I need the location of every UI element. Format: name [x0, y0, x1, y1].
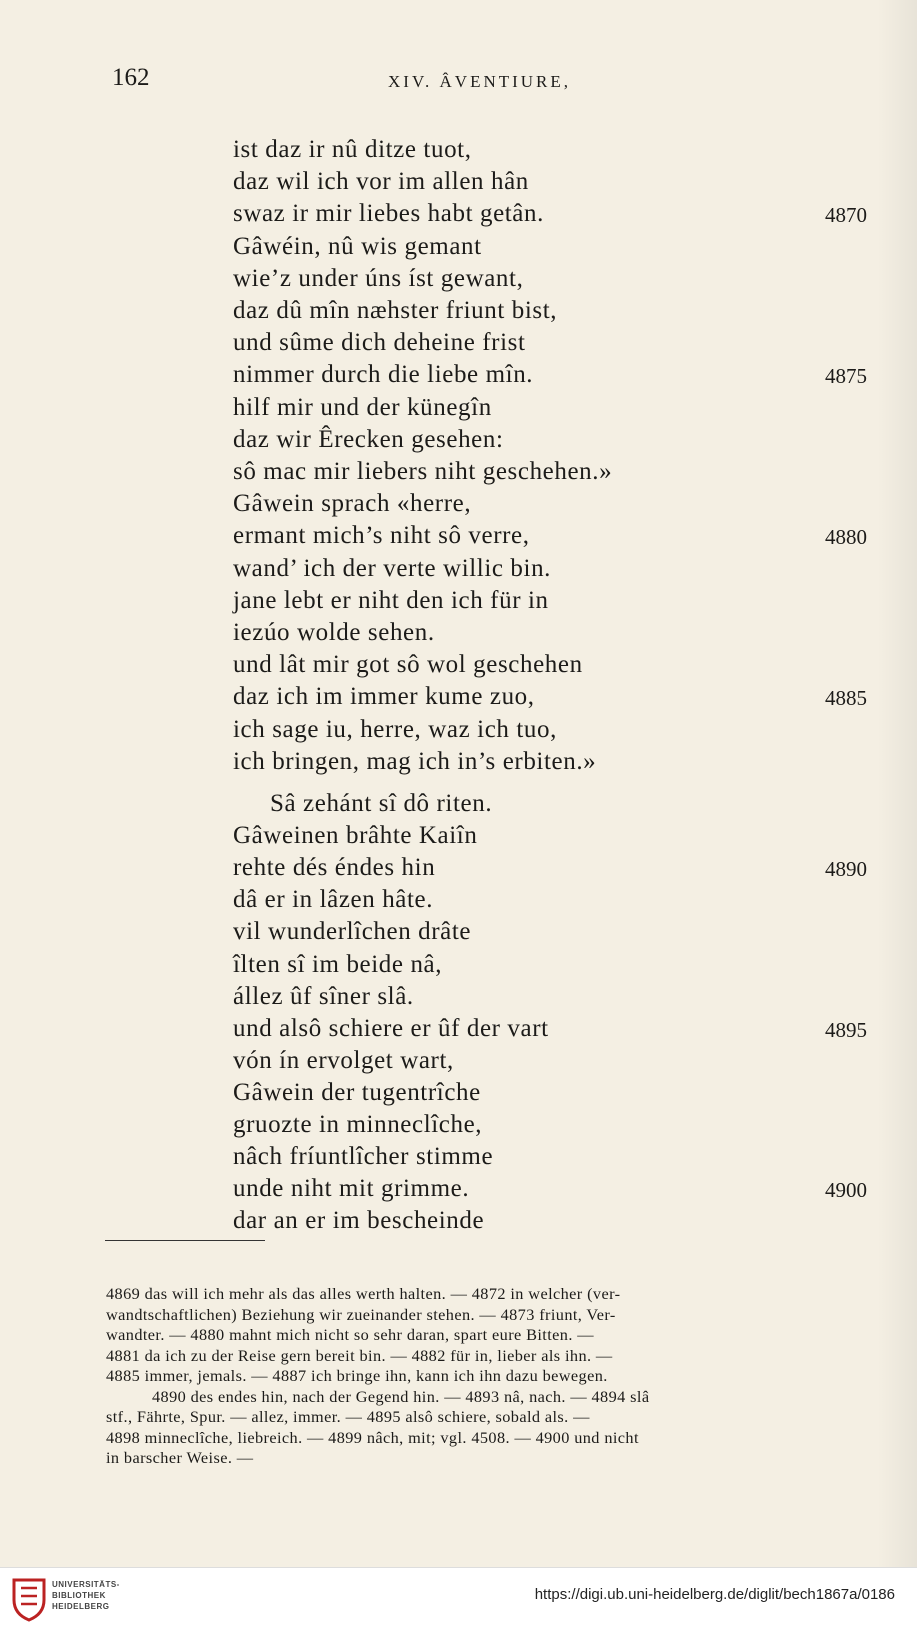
footnote-line: wandter. — 4880 mahnt mich nicht so sehr daran, spart eure Bitten. — — [106, 1325, 594, 1344]
line-number: 4890 — [825, 857, 867, 882]
verse-line: dâ er in lâzen hâte. — [233, 886, 434, 914]
verse-line: wie’z under úns íst gewant, — [233, 264, 524, 292]
line-number: 4870 — [825, 203, 867, 228]
verse-line: vil wunderlîchen drâte — [233, 918, 472, 946]
verse-line: dar an er im bescheinde — [233, 1207, 485, 1235]
line-number: 4885 — [825, 686, 867, 711]
verse-line: daz wil ich vor im allen hân — [233, 168, 529, 196]
verse-line: wand’ ich der verte willic bin. — [233, 554, 552, 582]
verse-line: ermant mich’s niht sô verre, — [233, 522, 530, 550]
verse-line: îlten sî im beide nâ, — [233, 950, 443, 978]
footnote-line: 4898 minneclîche, liebreich. — 4899 nâch, mit; vgl. 4508. — 4900 und nicht — [106, 1427, 639, 1447]
verse-line: Sâ zehánt sî dô riten. — [270, 790, 493, 817]
verse-line: gruozte in minneclîche, — [233, 1111, 483, 1138]
institution-line-2: BIBLIOTHEK — [52, 1591, 106, 1600]
heidelberg-seal-icon — [10, 1574, 48, 1622]
verse-line: ich sage iu, herre, waz ich tuo, — [233, 715, 557, 743]
verse-line: sô mac mir liebers niht geschehen.» — [233, 458, 613, 485]
footnote-rule — [105, 1240, 265, 1241]
running-head: XIV. ÂVENTIURE, — [388, 72, 572, 91]
footnote-line: stf., Fährte, Spur. — allez, immer. — 4895 alsô schiere, sobald als. — — [106, 1407, 590, 1426]
verse-line: rehte dés éndes hin — [233, 854, 436, 882]
line-number: 4875 — [825, 364, 867, 389]
source-url-link[interactable]: https://digi.ub.uni-heidelberg.de/diglit/bech1867a/0186 — [534, 1586, 895, 1603]
institution-line-1: UNIVERSITÄTS- — [52, 1580, 120, 1589]
verse-line: Gâwein der tugentrîche — [233, 1078, 481, 1106]
verse-line: jane lebt er niht den ich für in — [233, 586, 549, 614]
footnote-line: in barscher Weise. — — [106, 1448, 254, 1467]
footnote-line: 4881 da ich zu der Reise gern bereit bin. — 4882 für in, lieber als ihn. — — [106, 1345, 613, 1365]
verse-line: daz ich im immer kume zuo, — [233, 683, 535, 711]
verse-line: Gâweinen brâhte Kaiîn — [233, 822, 478, 850]
page-edge-shadow — [877, 0, 917, 1570]
verse-line: állez ûf sîner slâ. — [233, 982, 414, 1010]
footnote-line: wandtschaftlichen) Beziehung wir zueinander stehen. — 4873 friunt, Ver- — [106, 1304, 616, 1324]
page-number: 162 — [112, 64, 150, 91]
line-number: 4880 — [825, 525, 867, 550]
verse-line: daz wir Êrecken gesehen: — [233, 425, 504, 453]
verse-line: und lât mir got sô wol geschehen — [233, 651, 583, 679]
line-number: 4900 — [825, 1178, 867, 1203]
verse-line: nimmer durch die liebe mîn. — [233, 361, 534, 389]
verse-line: unde niht mit grimme. — [233, 1175, 470, 1203]
verse-line: Gâwéin, nû wis gemant — [233, 232, 482, 260]
verse-line: Gâwein sprach «herre, — [233, 490, 472, 518]
footnote-line: 4869 das will ich mehr als das alles werth halten. — 4872 in welcher (ver- — [106, 1284, 621, 1303]
verse-line: nâch fríuntlîcher stimme — [233, 1143, 494, 1171]
verse-line: ist daz ir nû ditze tuot, — [233, 136, 472, 163]
verse-line: daz dû mîn næhster friunt bist, — [233, 297, 558, 324]
verse-line: iezúo wolde sehen. — [233, 619, 435, 646]
verse-line: und alsô schiere er ûf der vart — [233, 1014, 549, 1042]
institution-line-3: HEIDELBERG — [52, 1602, 110, 1611]
line-number: 4895 — [825, 1017, 867, 1042]
verse-line: und sûme dich deheine frist — [233, 329, 526, 357]
verse-line: hilf mir und der künegîn — [233, 393, 492, 421]
verse-line: swaz ir mir liebes habt getân. — [233, 200, 544, 228]
verse-line: ich bringen, mag ich in’s erbiten.» — [233, 747, 597, 775]
footnote-line: 4885 immer, jemals. — 4887 ich bringe ihn, kann ich ihn dazu bewegen. — [106, 1366, 608, 1385]
footnote-line: 4890 des endes hin, nach der Gegend hin. — 4893 nâ, nach. — 4894 slâ — [152, 1386, 650, 1406]
verse-line: vón ín ervolget wart, — [233, 1046, 454, 1074]
